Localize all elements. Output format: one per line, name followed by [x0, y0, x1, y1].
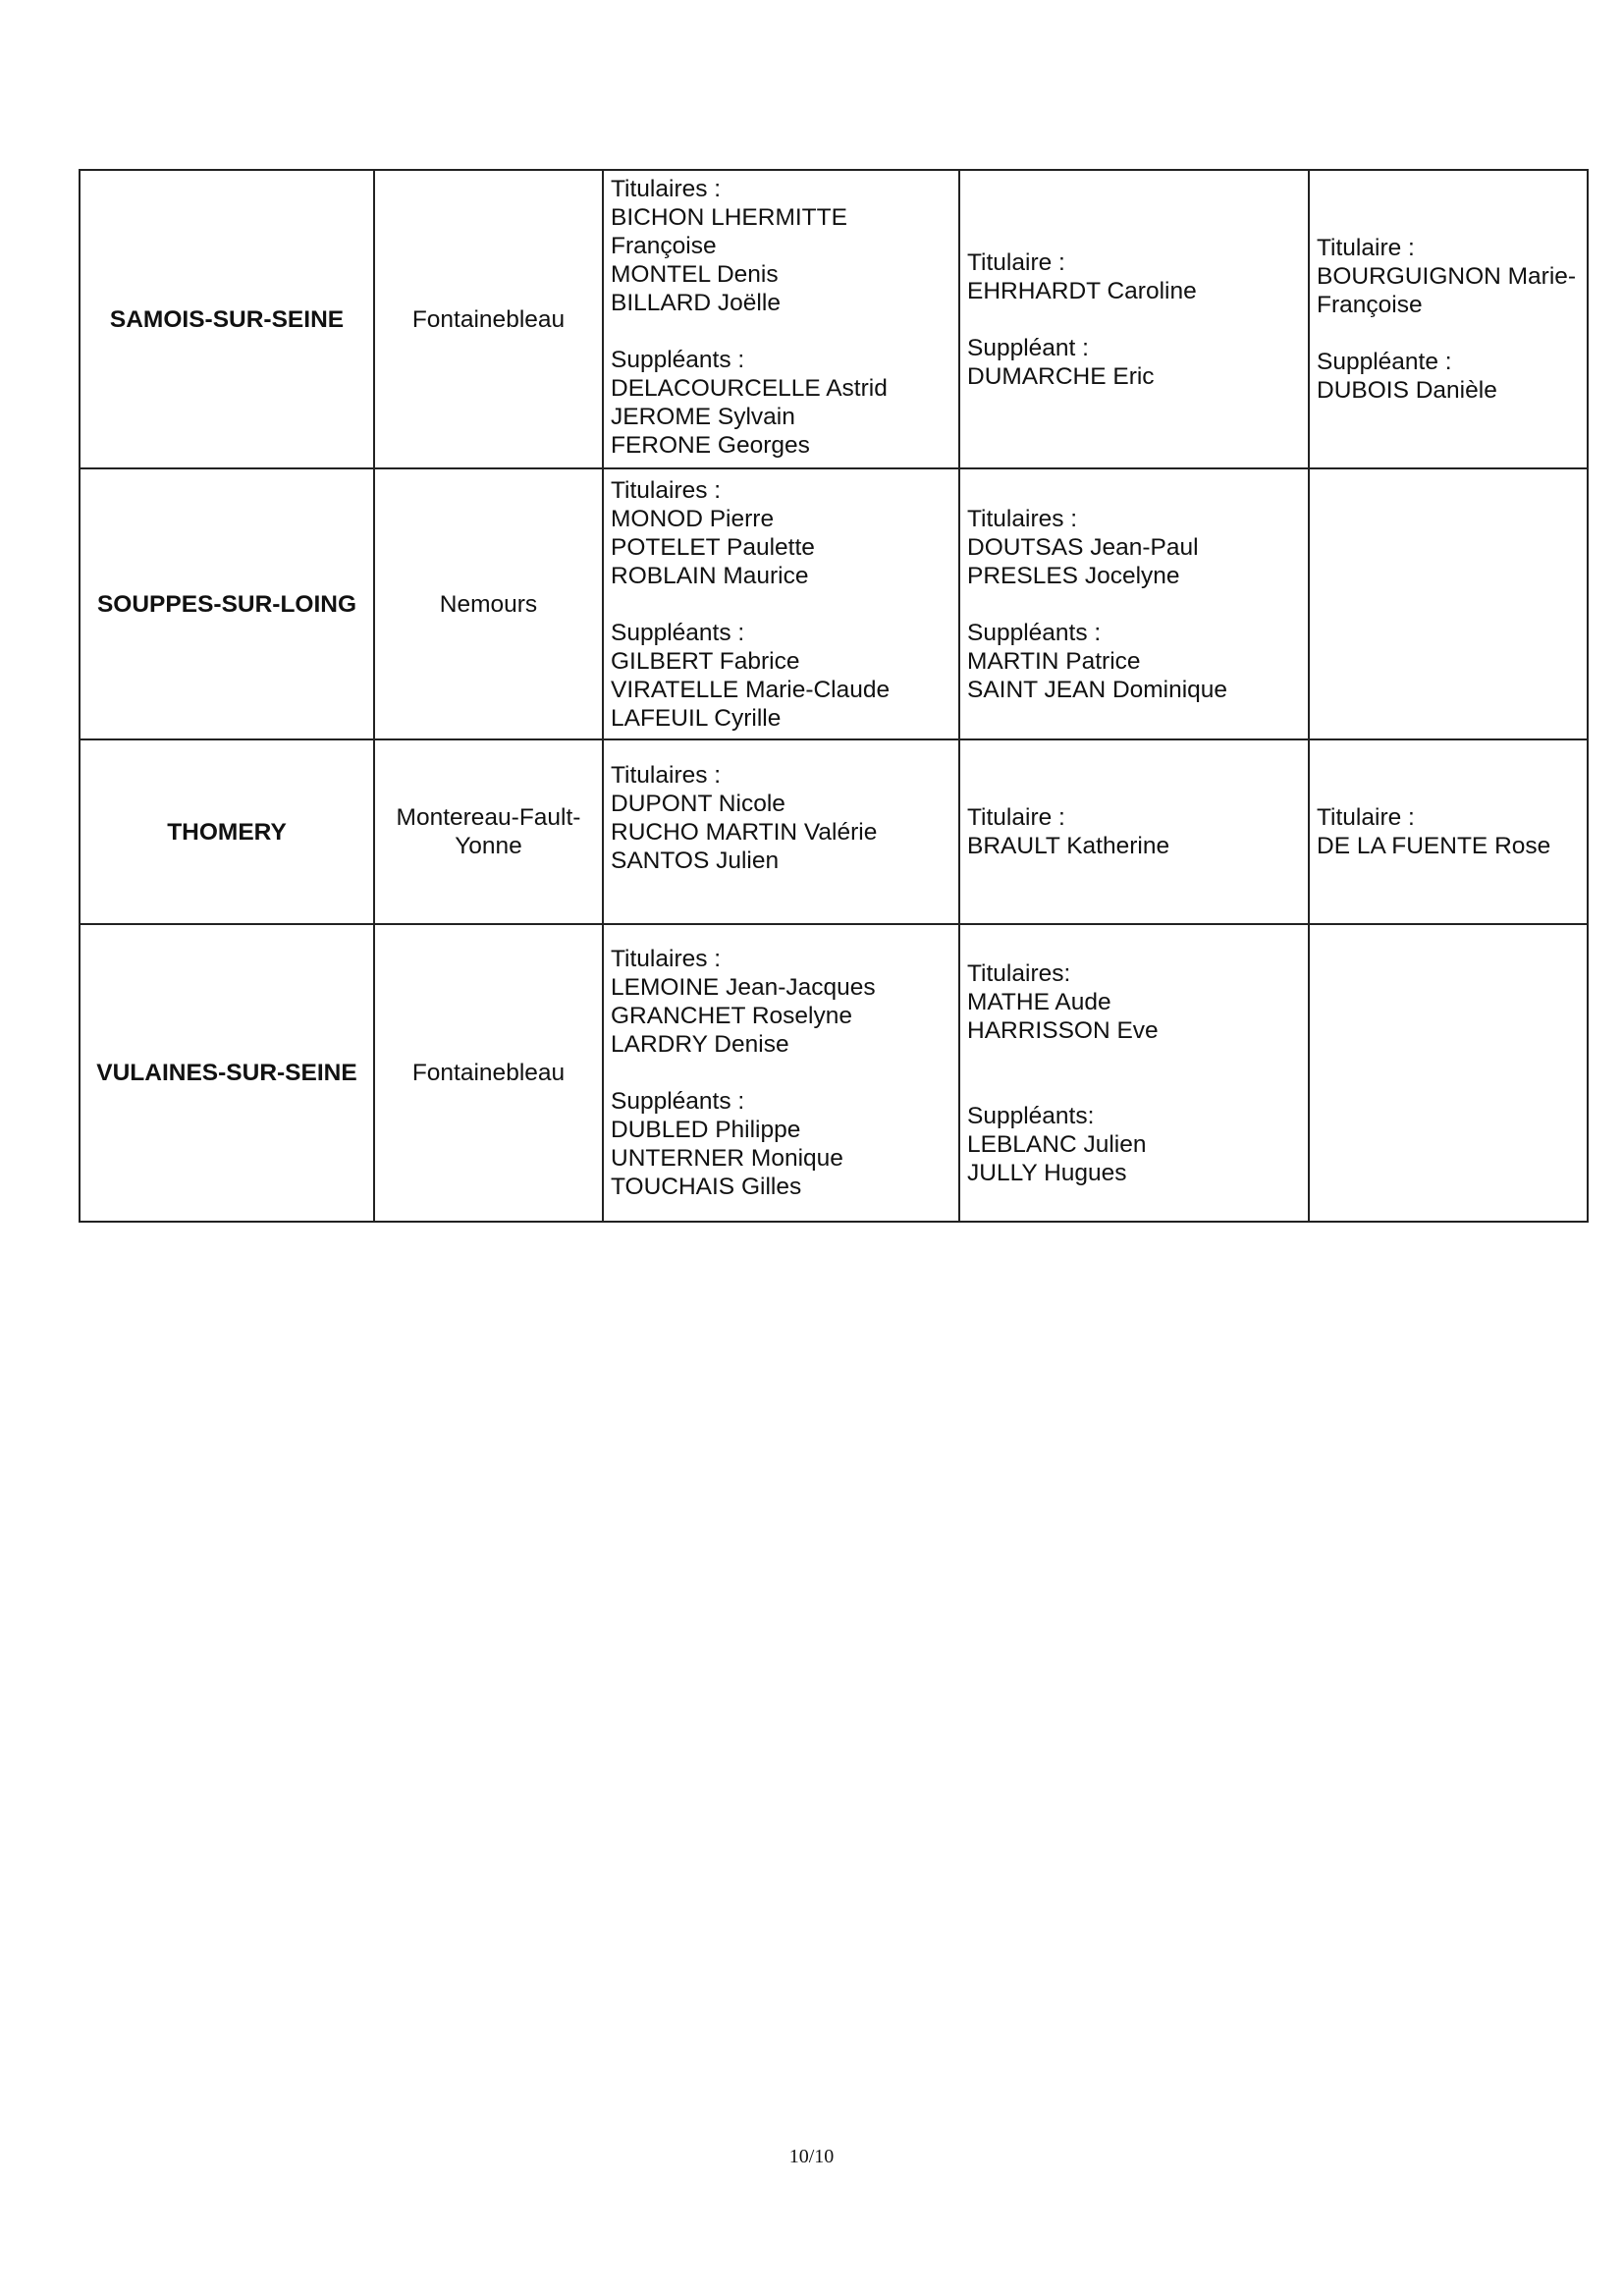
commune-name: SOUPPES-SUR-LOING — [80, 468, 374, 739]
titulaire-entry: EHRHARDT Caroline — [967, 277, 1197, 304]
suppleant-entry: DUMARCHE Eric — [967, 362, 1155, 390]
titulaire-entry: BILLARD Joëlle — [611, 290, 781, 316]
titulaire-entry: HARRISSON Eve — [967, 1016, 1159, 1044]
suppleant-label: Suppléant : — [967, 334, 1089, 361]
council-delegates — [603, 739, 959, 924]
council-delegates — [603, 170, 959, 468]
titulaires-label: Titulaires : — [611, 946, 722, 972]
titulaire-entry: GRANCHET Roselyne — [611, 1003, 852, 1029]
titulaire-entry: LEMOINE Jean-Jacques — [611, 974, 876, 1001]
titulaire-entry: Françoise — [1317, 292, 1423, 318]
titulaire-entry: ROBLAIN Maurice — [611, 562, 809, 589]
suppleant-entry: DELACOURCELLE Astrid — [611, 375, 888, 402]
titulaire-entry: MATHE Aude — [967, 988, 1111, 1015]
commune-name: THOMERY — [80, 739, 374, 924]
titulaire-entry: MONTEL Denis — [611, 261, 779, 288]
titulaire-entry: Françoise — [611, 233, 717, 259]
suppleant-entry: SAINT JEAN Dominique — [967, 676, 1228, 703]
other-delegates-empty — [1309, 468, 1588, 739]
suppleant-entry: FERONE Georges — [611, 432, 810, 459]
suppleants-label: Suppléants : — [611, 619, 745, 646]
suppleant-entry: TOUCHAIS Gilles — [611, 1174, 802, 1200]
titulaire-entry: BICHON LHERMITTE — [611, 204, 847, 231]
titulaire-entry: DUPONT Nicole — [611, 790, 785, 817]
council-delegates — [603, 468, 959, 739]
titulaires-label: Titulaires : — [611, 476, 722, 504]
titulaire-entry: LARDRY Denise — [611, 1031, 789, 1058]
suppleant-entry: JEROME Sylvain — [611, 404, 795, 430]
table-row — [80, 924, 1588, 1222]
titulaires-label: Titulaires : — [611, 761, 722, 789]
suppleant-entry: JULLY Hugues — [967, 1159, 1127, 1186]
titulaires-label: Titulaires: — [967, 959, 1071, 987]
school-delegates — [959, 468, 1309, 739]
school-delegates — [959, 739, 1309, 924]
table-row — [80, 170, 1588, 468]
table-row — [80, 739, 1588, 924]
commune-name: VULAINES-SUR-SEINE — [80, 924, 374, 1222]
titulaire-entry: BOURGUIGNON Marie- — [1317, 263, 1577, 290]
other-delegates-empty — [1309, 924, 1588, 1222]
titulaire-entry: MONOD Pierre — [611, 505, 775, 532]
suppleant-entry: DUBOIS Danièle — [1317, 377, 1497, 404]
titulaire-label: Titulaire : — [1317, 235, 1415, 261]
titulaires-label: Titulaires : — [611, 176, 722, 202]
school-delegates — [959, 924, 1309, 1222]
commune-name: SAMOIS-SUR-SEINE — [80, 170, 374, 468]
table-row — [80, 468, 1588, 739]
suppleant-entry: UNTERNER Monique — [611, 1145, 843, 1172]
titulaire-entry: SANTOS Julien — [611, 847, 780, 874]
school-delegates — [959, 170, 1309, 468]
other-delegates — [1309, 739, 1588, 924]
titulaire-entry: PRESLES Jocelyne — [967, 562, 1180, 589]
page-number: 10/10 — [788, 2146, 835, 2167]
suppleant-entry: LAFEUIL Cyrille — [611, 704, 782, 732]
titulaires-label: Titulaires : — [967, 505, 1078, 532]
canton-name: Fontainebleau — [374, 924, 603, 1222]
council-delegates — [603, 924, 959, 1222]
suppleants-label: Suppléants : — [611, 1088, 745, 1115]
other-delegates — [1309, 170, 1588, 468]
suppleant-entry: VIRATELLE Marie-Claude — [611, 676, 891, 703]
canton-name: Nemours — [374, 468, 603, 739]
suppleant-label: Suppléante : — [1317, 349, 1452, 375]
members-table — [79, 169, 1589, 1223]
canton-name: Montereau-Fault-Yonne — [374, 739, 603, 924]
suppleants-label: Suppléants: — [967, 1102, 1095, 1129]
titulaire-entry: BRAULT Katherine — [967, 833, 1170, 859]
suppleant-entry: MARTIN Patrice — [967, 647, 1141, 675]
titulaire-entry: DE LA FUENTE Rose — [1317, 833, 1551, 859]
suppleant-entry: GILBERT Fabrice — [611, 647, 800, 675]
titulaire-label: Titulaire : — [967, 804, 1065, 831]
titulaire-entry: DOUTSAS Jean-Paul — [967, 533, 1199, 561]
titulaire-label: Titulaire : — [1317, 804, 1415, 831]
suppleant-entry: LEBLANC Julien — [967, 1130, 1147, 1158]
suppleants-label: Suppléants : — [611, 347, 745, 373]
titulaire-entry: POTELET Paulette — [611, 533, 815, 561]
titulaire-label: Titulaire : — [967, 248, 1065, 276]
canton-name: Fontainebleau — [374, 170, 603, 468]
titulaire-entry: RUCHO MARTIN Valérie — [611, 818, 878, 846]
suppleant-entry: DUBLED Philippe — [611, 1117, 801, 1143]
suppleants-label: Suppléants : — [967, 619, 1102, 646]
